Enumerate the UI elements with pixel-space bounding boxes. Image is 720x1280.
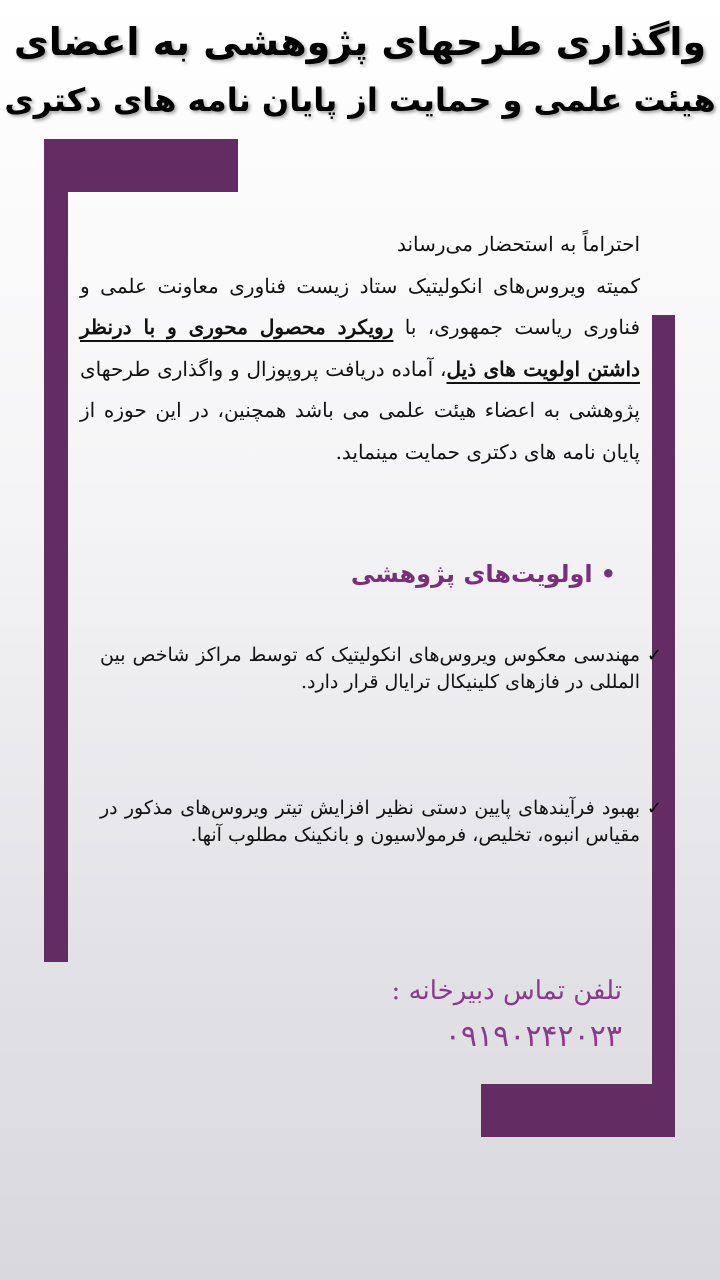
intro-text-part1: کمیته ویروس‌های انکولیتیک ستاد زیست فناوری معاونت علمی و فناوری ریاست جمهوری، با — [80, 273, 641, 340]
priority-item — [100, 795, 662, 849]
priority-item-text: بهبود فرآیندهای پایین دستی نظیر افزایش تیتر ویروس‌های مذکور در مقیاس انبوه، تخلیص، فرمولاسیون و بانکینک مطلوب آنها. — [100, 797, 640, 846]
intro-paragraph — [80, 224, 640, 474]
decorative-frame-left — [44, 139, 68, 962]
contact-info — [392, 968, 622, 1060]
decorative-frame-bottom-right — [481, 1084, 675, 1137]
check-icon: ✓ — [646, 645, 662, 666]
priorities-heading — [351, 552, 616, 596]
decorative-frame-top-left — [44, 139, 238, 192]
priority-item — [100, 642, 662, 696]
contact-label: تلفن تماس دبیرخانه : — [391, 976, 622, 1006]
page-title: واگذاری طرحهای پژوهشی به اعضای — [13, 20, 707, 64]
intro-text-part2: ، آماده دریافت پروپوزال و واگذاری طرحهای پژوهشی به اعضاء هیئت علمی می باشد همچنین، در این حوزه از پایان نامه های دکتری حمایت مینماید. — [80, 356, 640, 464]
bullet-icon: • — [600, 560, 616, 588]
priorities-heading-label: اولویت‌های پژوهشی — [350, 560, 593, 588]
contact-phone[interactable]: ۰۹۱۹۰۲۴۲۰۲۳ — [444, 1019, 622, 1054]
priority-item-text: مهندسی معکوس ویروس‌های انکولیتیک که توسط مراکز شاخص بین المللی در فازهای کلینیکال ترایال قرار دارد. — [100, 644, 640, 693]
intro-greeting: احتراماً به استحضار می‌رساند — [396, 232, 640, 256]
page-subtitle: هیئت علمی و حمایت از پایان نامه های دکتری — [4, 81, 716, 119]
check-icon: ✓ — [646, 798, 662, 819]
intro-emphasis: رویکرد محصول محوری و با درنظر داشتن اولویت های ذیل — [80, 315, 640, 381]
decorative-frame-right — [652, 315, 675, 1137]
